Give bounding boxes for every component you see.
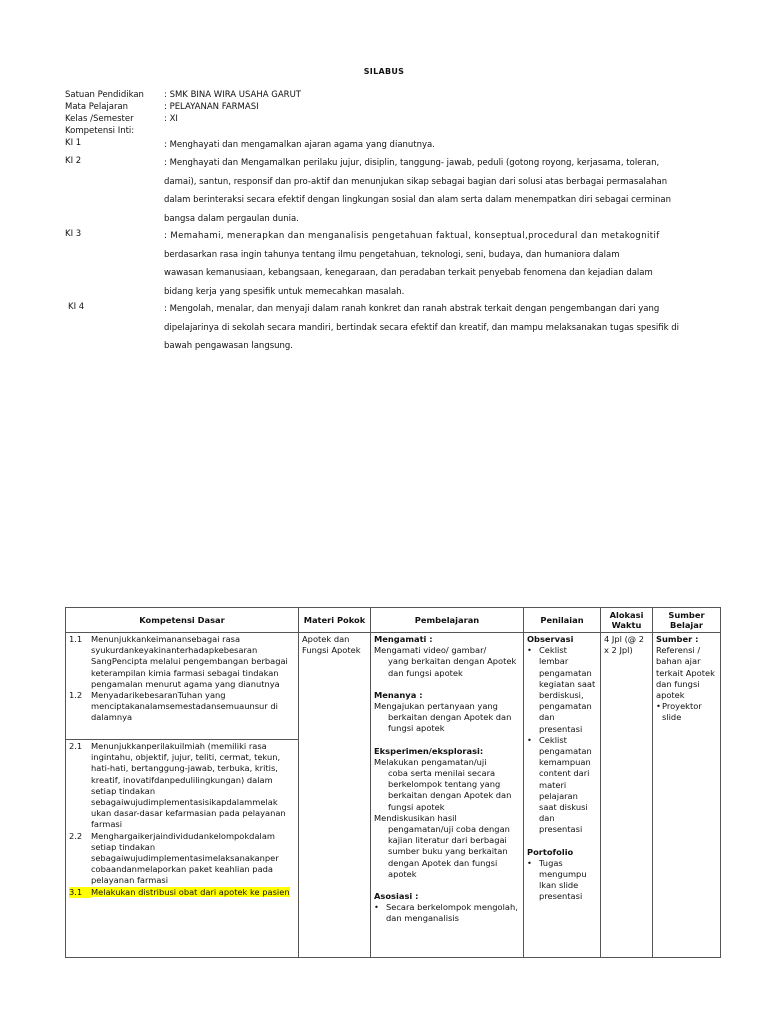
ki-line: damai), santun, responsif dan pro-aktif dan menunjukan sikap sebagai bagian dari solusi atas berbagai permasalahan <box>164 176 668 187</box>
activity-text: yang berkaitan dengan Apotek dan fungsi apotek <box>388 656 517 678</box>
kd-item-highlighted <box>69 887 295 898</box>
kd-item <box>69 831 295 887</box>
kd-item <box>69 741 295 831</box>
ki-label: KI 3 <box>65 229 82 239</box>
ki-line: wawasan kemanusiaan, kebangsaan, kenegaraan, dan peradaban terkait penyebab fenomena dan kejadian dalam <box>164 268 653 278</box>
activity-text: Mengajukan pertanyaan yang <box>374 701 498 712</box>
ki-text <box>164 154 702 228</box>
col-header-sumber: Sumber Belajar <box>653 608 721 633</box>
activity-text: Mendiskusikan hasil <box>374 812 457 823</box>
kd-text: MenyadarikebesaranTuhan yang menciptakanalamsemestadansemuaunsur di dalamnya <box>91 690 278 723</box>
col-header-pembelajaran: Pembelajaran <box>371 608 524 633</box>
activity-text: Melakukan pengamatan/uji <box>374 756 487 767</box>
activity-heading: Mengamati : <box>374 634 433 644</box>
kd-text: Menunjukkankeimanansebagai rasa syukurdankeyakinanterhadapkebesaran SangPencipta melalui pengembangan berbagai keterampilan kimia farmasi sebagai tindakan pengamalan menurut agama yang dianutnya <box>91 634 288 689</box>
header-label: Mata Pelajaran <box>65 102 129 112</box>
pembelajaran-cell <box>371 633 524 958</box>
ki-label: KI 4 <box>68 302 85 312</box>
source-text: Proyektor slide <box>662 701 702 723</box>
table-header-row <box>66 608 721 633</box>
ki-line: bangsa dalam pergaulan dunia. <box>164 213 299 224</box>
kd-item <box>69 690 295 724</box>
kd-item <box>69 634 295 690</box>
assessment-heading: Observasi <box>527 634 574 644</box>
ki-line: berdasarkan rasa ingin tahunya tentang ilmu pengetahuan, teknologi, seni, budaya, dan humaniora dalam <box>164 249 620 260</box>
ki-line: bidang kerja yang spesifik untuk memecahkan masalah. <box>164 286 405 297</box>
ki-label: KI 2 <box>65 156 82 166</box>
page-title: SILABUS <box>363 67 405 76</box>
header-label: Kompetensi Inti: <box>65 126 135 136</box>
ki-label: KI 1 <box>65 138 82 148</box>
ki-line: : Memahami, menerapkan dan menganalisis pengetahuan faktual, konseptual,procedural dan metakognitif <box>164 231 660 241</box>
assessment-text: Ceklist lembar pengamatan kegiatan saat berdiskusi, pengamatan dan presentasi <box>539 645 596 734</box>
kd-text: Melakukan distribusi obat dari apotek ke pasien <box>91 886 290 897</box>
kd-number: 1.1 <box>69 634 83 644</box>
header-value: : XI <box>164 114 178 124</box>
kd-text: Menghargaikerjaindividudankelompokdalam setiap tindakan sebagaiwujudimplementasimelaksanakanper cobaandanmelaporkan paket keahlian pada pelayanan farmasi <box>91 830 279 886</box>
activity-heading: Eksperimen/eksplorasi: <box>374 745 484 756</box>
header-value: : SMK BINA WIRA USAHA GARUT <box>164 90 301 100</box>
alokasi-waktu-cell: 4 Jpl (@ 2 x 2 Jpl) <box>601 633 653 958</box>
kd-number: 1.2 <box>69 690 83 701</box>
kd-number: 2.1 <box>69 741 83 751</box>
activity-text: berkaitan dengan Apotek dan fungsi apotek <box>388 712 512 734</box>
activity-text: Secara berkelompok mengolah, dan menganalisis <box>386 902 518 924</box>
list-item: • Proyektor slide <box>656 701 717 723</box>
col-header-alokasi: Alokasi Waktu <box>601 608 653 633</box>
ki-line: : Menghayati dan mengamalkan ajaran agama yang dianutnya. <box>164 140 435 150</box>
source-heading: Sumber : <box>656 634 699 644</box>
activity-heading: Asosiasi : <box>374 891 419 902</box>
assessment-text: Ceklist pengamatan kemampuan content dari materi pelajaran saat diskusi dan presentasi <box>539 734 592 835</box>
header-label: Kelas /Semester <box>65 114 134 124</box>
list-item: • Secara berkelompok mengolah, dan menganalisis <box>374 902 520 924</box>
activity-text: coba serta menilai secara berkelompok tentang yang berkaitan dengan Apotek dan fungsi apotek <box>388 768 512 812</box>
assessment-heading: Portofolio <box>527 846 574 857</box>
ki-line: bawah pengawasan langsung. <box>164 341 294 351</box>
ki-line: : Menghayati dan Mengamalkan perilaku jujur, disiplin, tanggung- jawab, peduli (gotong royong, kerjasama, toleran, <box>164 158 660 168</box>
activity-text: pengamatan/uji coba dengan kajian literatur dari berbagai sumber buku yang berkaitan dengan Apotek dan fungsi apotek <box>388 824 510 879</box>
header-label: Satuan Pendidikan <box>65 90 144 100</box>
kd-text: Menunjukkanperilakuilmiah (memiliki rasa ingintahu, objektif, jujur, teliti, cermat, tekun, hati-hati, bertanggung-jawab, terbuka, kritis, kreatif, inovatifdanpeduliling​kungan) dalam setiap tindakan sebagaiwujudimplementasisikapdalammelak ukan dasar-dasar kefarmasian pada pelayanan farmasi <box>91 741 286 830</box>
col-header-penilaian: Penilaian <box>524 608 601 633</box>
source-text: Referensi / bahan ajar terkait Apotek dan fungsi apotek <box>656 645 715 701</box>
header-value: : PELAYANAN FARMASI <box>164 102 259 112</box>
activity-text: Mengamati video/ gambar/ <box>374 645 487 656</box>
kompetensi-dasar-cell <box>66 633 299 958</box>
list-item: • Tugas mengumpu lkan slide presentasi <box>527 858 597 903</box>
silabus-table <box>65 607 721 958</box>
assessment-text: Tugas mengumpu lkan slide presentasi <box>539 857 587 902</box>
sumber-belajar-cell <box>653 633 721 958</box>
table-row <box>66 633 721 958</box>
ki-text <box>164 136 702 155</box>
list-item: • Ceklist pengamatan kemampuan content dari materi pelajaran saat diskusi dan presentasi <box>527 735 597 836</box>
ki-line: dipelajarinya di sekolah secara mandiri, bertindak secara efektif dan kreatif, dan mampu melaksanakan tugas spesifik di <box>164 322 680 333</box>
kd-number: 3.1 <box>69 887 91 898</box>
ki-line: dalam berinteraksi secara efektif dengan lingkungan sosial dan alam serta dalam menempatkan diri sebagai cerminan <box>164 195 671 205</box>
ki-text <box>164 227 702 301</box>
list-item: • Ceklist lembar pengamatan kegiatan saat berdiskusi, pengamatan dan presentasi <box>527 645 596 734</box>
penilaian-cell <box>524 633 601 958</box>
ki-text <box>164 300 702 356</box>
col-header-kompetensi: Kompetensi Dasar <box>66 608 299 633</box>
col-header-materi: Materi Pokok <box>299 608 371 633</box>
kd-number: 2.2 <box>69 830 83 841</box>
activity-heading: Menanya : <box>374 689 423 700</box>
ki-line: : Mengolah, menalar, dan menyaji dalam ranah konkret dan ranah abstrak terkait dengan pengembangan dari yang <box>164 304 660 314</box>
materi-pokok-cell: Apotek dan Fungsi Apotek <box>299 633 371 958</box>
